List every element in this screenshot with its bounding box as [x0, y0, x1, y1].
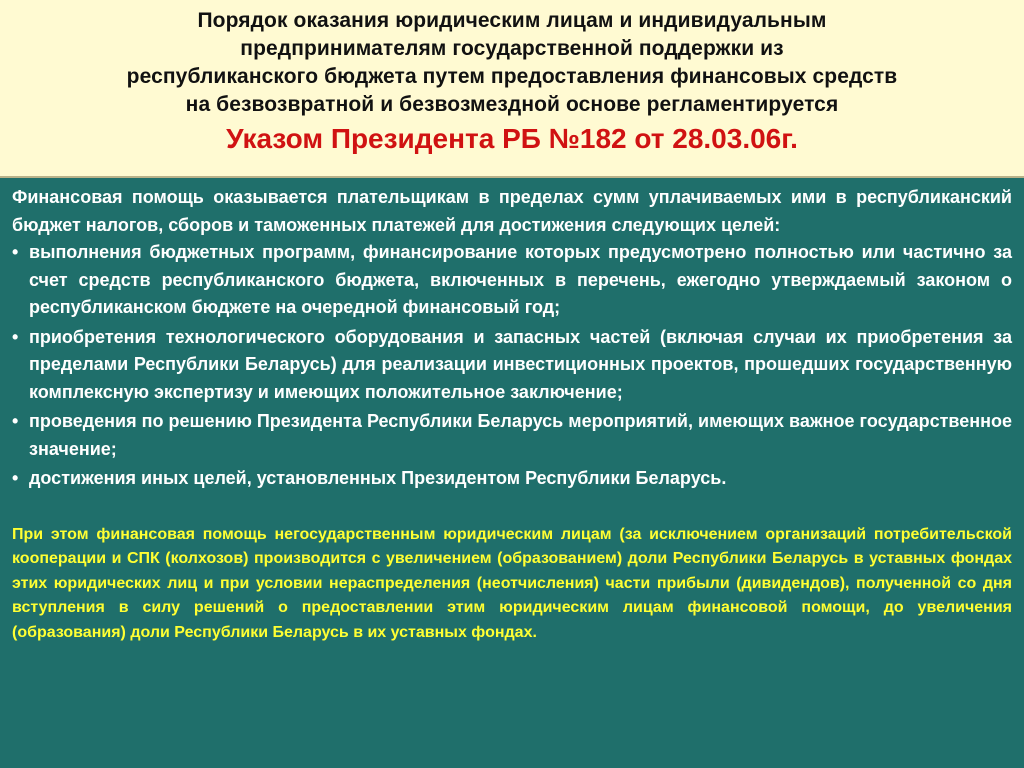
bullet-icon: • — [12, 411, 19, 431]
header-line-1: Порядок оказания юридическим лицам и индивидуальным — [197, 9, 827, 32]
decree-title: Указом Президента РБ №182 от 28.03.06г. — [226, 123, 798, 154]
list-item — [12, 465, 1012, 493]
list-item-text: проведения по решению Президента Республики Беларусь мероприятий, имеющих важное государственное значение; — [29, 411, 1012, 459]
bullet-icon: • — [12, 326, 19, 347]
header-line-2: предпринимателям государственной поддержки из — [240, 37, 784, 60]
list-item-text: выполнения бюджетных программ, финансирование которых предусмотрено полностью или частично за счет средств республиканского бюджета, включенных в перечень, ежегодно утверждаемый законом о республиканском бюджете на очередной финансовый год; — [29, 242, 1012, 317]
header-line-3: республиканского бюджета путем предоставления финансовых средств — [126, 65, 898, 88]
slide-body — [0, 178, 1024, 768]
list-item-text: приобретения технологического оборудования и запасных частей (включая случаи их приобретения за пределами Республики Беларусь) для реализации инвестиционных проектов, прошедших государственную комплексную экспертизу и имеющих положительное заключение; — [29, 326, 1012, 402]
bullet-icon: • — [12, 242, 19, 262]
note-paragraph: При этом финансовая помощь негосударственным юридическим лицам (за исключением организаций потребительской кооперации и СПК (колхозов) производится с увеличением (образованием) доли Республики Беларусь в уставных фондах этих юридических лиц и при условии нераспределения (неотчисления) части прибыли (дивидендов), полученной со дня вступления в силу решений о предоставлении этим юридическим лицам финансовой помощи, до увеличения (образования) доли Республики Беларусь в их уставных фондах. — [12, 525, 1012, 641]
list-item — [12, 239, 1012, 322]
list-item — [12, 408, 1012, 463]
intro-paragraph: Финансовая помощь оказывается плательщикам в пределах сумм уплачиваемых ими в республиканский бюджет налогов, сборов и таможенных платежей для достижения следующих целей: — [12, 187, 1012, 235]
list-item — [12, 324, 1012, 407]
bullet-icon: • — [12, 468, 19, 488]
list-item-text: достижения иных целей, установленных Президентом Республики Беларусь. — [29, 468, 727, 488]
header-line-4: на безвозвратной и безвозмездной основе регламентируется — [185, 93, 839, 116]
slide-header — [0, 0, 1024, 176]
goals-list — [12, 239, 1012, 493]
